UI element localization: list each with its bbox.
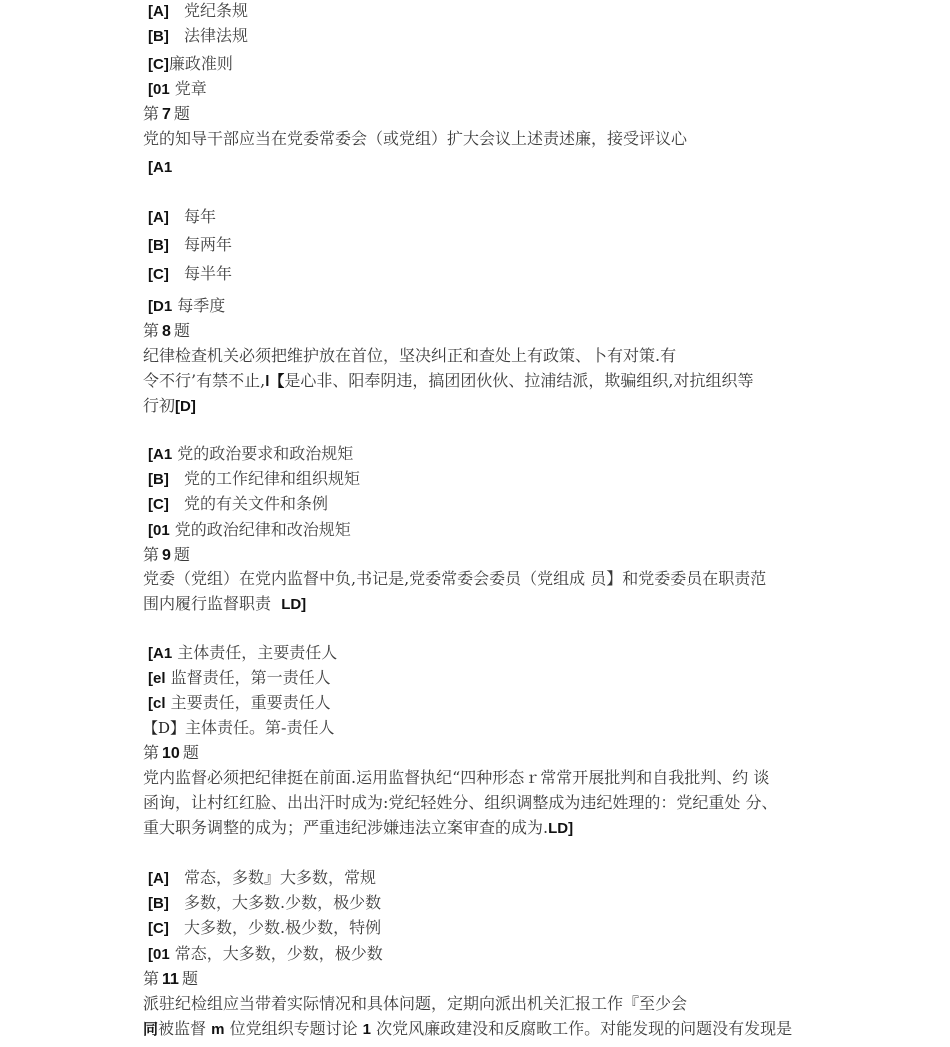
- question-8-text-line-3: [143, 396, 196, 416]
- option-text: 监督责任，第一责任人: [170, 668, 331, 687]
- text-segment: l【: [265, 373, 285, 390]
- question-number: 7: [162, 106, 171, 123]
- question-10-text-line-3: [143, 818, 573, 838]
- q8-option-d[interactable]: [148, 520, 351, 540]
- question-number: 11: [162, 971, 179, 988]
- q9-option-d[interactable]: [143, 718, 334, 738]
- question-10-text-line-1: 党内监督必须把纪律挺在前面.运用监督执纪“四种形态ｒ常常开展批判和自我批判、约 谈: [143, 768, 770, 787]
- heading-suffix: 题: [173, 104, 190, 123]
- q7-option-b[interactable]: [148, 235, 232, 255]
- q10-option-a[interactable]: [148, 868, 376, 888]
- text-segment: 次党风廉政建没和反腐畋工作。对能发现的问题没有发现是: [376, 1019, 793, 1038]
- option-label: [C]: [148, 56, 169, 73]
- option-label: [D1: [148, 298, 173, 315]
- text-segment: 重大职务调整的成为；严重违纪涉嫌违法立案审查的成为.: [143, 818, 549, 837]
- option-text: 党的政治纪律和改治规矩: [174, 520, 351, 539]
- question-9-heading: [143, 545, 190, 565]
- option-text: 党纪条规: [184, 1, 249, 20]
- option-text: 主要责任，重要责任人: [170, 693, 331, 712]
- question-8-text-line-2: [143, 371, 753, 391]
- q9-option-b[interactable]: [148, 668, 331, 688]
- q7-option-c[interactable]: [148, 264, 232, 284]
- option-label: [B]: [148, 895, 169, 912]
- heading-prefix: 第: [143, 743, 160, 762]
- option-label: [C]: [148, 920, 169, 937]
- answer-mark: [A1: [148, 159, 173, 176]
- question-10-text-line-2: 函询，让村红红脸、出出汗时成为:党纪轻姓分、组织调整成为违纪姓理的：党纪重处 分、: [143, 793, 778, 812]
- question-number: 9: [162, 547, 171, 564]
- option-label: [A]: [148, 209, 169, 226]
- option-text: 大多数，少数.极少数，特例: [184, 918, 382, 937]
- option-text: 党章: [174, 79, 207, 98]
- option-label: [01: [148, 81, 170, 98]
- option-text: 每两年: [184, 235, 233, 254]
- option-text: 每年: [184, 207, 217, 226]
- option-text: 常态，大多数，少数，极少数: [174, 944, 383, 963]
- q6-option-d[interactable]: [148, 79, 207, 99]
- option-label: [C]: [148, 496, 169, 513]
- heading-suffix: 题: [173, 545, 190, 564]
- answer-mark: LD]: [548, 820, 574, 837]
- option-label: [A]: [148, 870, 169, 887]
- question-11-text-line-2: [143, 1019, 792, 1039]
- option-label: 【D】: [143, 719, 186, 737]
- q10-option-d[interactable]: [148, 944, 383, 964]
- text-segment: 1: [362, 1021, 372, 1038]
- option-text: 党的有关文件和条例: [184, 494, 329, 513]
- question-10-heading: [143, 743, 199, 763]
- q9-option-a[interactable]: [148, 643, 337, 663]
- option-label: [B]: [148, 471, 169, 488]
- text-segment: 围内履行监督职责: [143, 594, 272, 613]
- option-text: 每半年: [184, 264, 233, 283]
- q10-option-b[interactable]: [148, 893, 381, 913]
- heading-prefix: 第: [143, 545, 160, 564]
- question-11-heading: [143, 969, 198, 989]
- text-segment: 是心非、阳奉阴违，搞团团伙伙、拉浦结派，欺骗组织,对抗组织等: [284, 371, 754, 390]
- q8-option-a[interactable]: [148, 444, 353, 464]
- option-label: [A1: [148, 446, 173, 463]
- heading-prefix: 第: [143, 969, 160, 988]
- option-label: [cl: [148, 695, 166, 712]
- q6-option-c[interactable]: [148, 54, 233, 74]
- heading-prefix: 第: [143, 321, 160, 340]
- option-text: 法律法规: [184, 26, 249, 45]
- option-text: 党的政治要求和政治规矩: [177, 444, 354, 463]
- question-8-heading: [143, 321, 190, 341]
- heading-prefix: 第: [143, 104, 160, 123]
- answer-mark: [D]: [175, 398, 196, 415]
- text-segment: 行初: [143, 396, 176, 415]
- option-text: 每季度: [177, 296, 226, 315]
- option-label: [el: [148, 670, 166, 687]
- heading-suffix: 题: [182, 743, 199, 762]
- heading-suffix: 题: [181, 969, 198, 988]
- text-segment: 被监督: [158, 1019, 207, 1038]
- option-text: 廉政准则: [168, 54, 233, 73]
- q6-option-b[interactable]: [148, 26, 248, 46]
- heading-suffix: 题: [173, 321, 190, 340]
- question-7-text: 党的知导干部应当在党委常委会（或党组）扩大会议上述责述廉，接受评议心: [143, 129, 688, 148]
- q7-option-d[interactable]: [148, 296, 225, 316]
- q7-option-a[interactable]: [148, 207, 216, 227]
- option-text: 主体责任，主要责任人: [177, 643, 338, 662]
- option-text: 主体责任。第-责任人: [185, 718, 335, 737]
- question-11-text-line-1: 派驻纪检组应当带着实际情况和具体问题，定期向派出机关汇报工作『至少会: [143, 994, 688, 1013]
- text-segment: 令不行’有禁不止,: [143, 371, 266, 390]
- question-number: 10: [162, 745, 180, 762]
- question-7-answer: [148, 157, 172, 177]
- question-9-text-line-1: 党委（党组）在党内监督中负,书记是,党委常委会委员（党组成 员】和党委委员在职责范: [143, 569, 767, 588]
- question-number: 8: [162, 323, 171, 340]
- option-label: [B]: [148, 28, 169, 45]
- question-9-text-line-2: [143, 594, 306, 614]
- text-segment: 同: [143, 1021, 159, 1038]
- option-label: [B]: [148, 237, 169, 254]
- q8-option-b[interactable]: [148, 469, 360, 489]
- option-text: 多数，大多数.少数，极少数: [184, 893, 382, 912]
- question-8-text-line-1: 纪律检查机关必须把维护放在首位，坚决纠正和查处上有政策、卜有对策.有: [143, 346, 677, 365]
- q8-option-c[interactable]: [148, 494, 328, 514]
- option-label: [A]: [148, 3, 169, 20]
- q6-option-a[interactable]: [148, 1, 248, 21]
- option-label: [01: [148, 522, 170, 539]
- option-label: [C]: [148, 266, 169, 283]
- q10-option-c[interactable]: [148, 918, 381, 938]
- option-text: 党的工作纪律和组织规矩: [184, 469, 361, 488]
- text-segment: 位党组织专题讨论: [229, 1019, 358, 1038]
- option-label: [A1: [148, 645, 173, 662]
- answer-mark: LD]: [281, 596, 307, 613]
- question-7-heading: [143, 104, 190, 124]
- text-segment: m: [211, 1021, 225, 1038]
- option-label: [01: [148, 946, 170, 963]
- q9-option-c[interactable]: [148, 693, 331, 713]
- option-text: 常态，多数』大多数，常规: [184, 868, 377, 887]
